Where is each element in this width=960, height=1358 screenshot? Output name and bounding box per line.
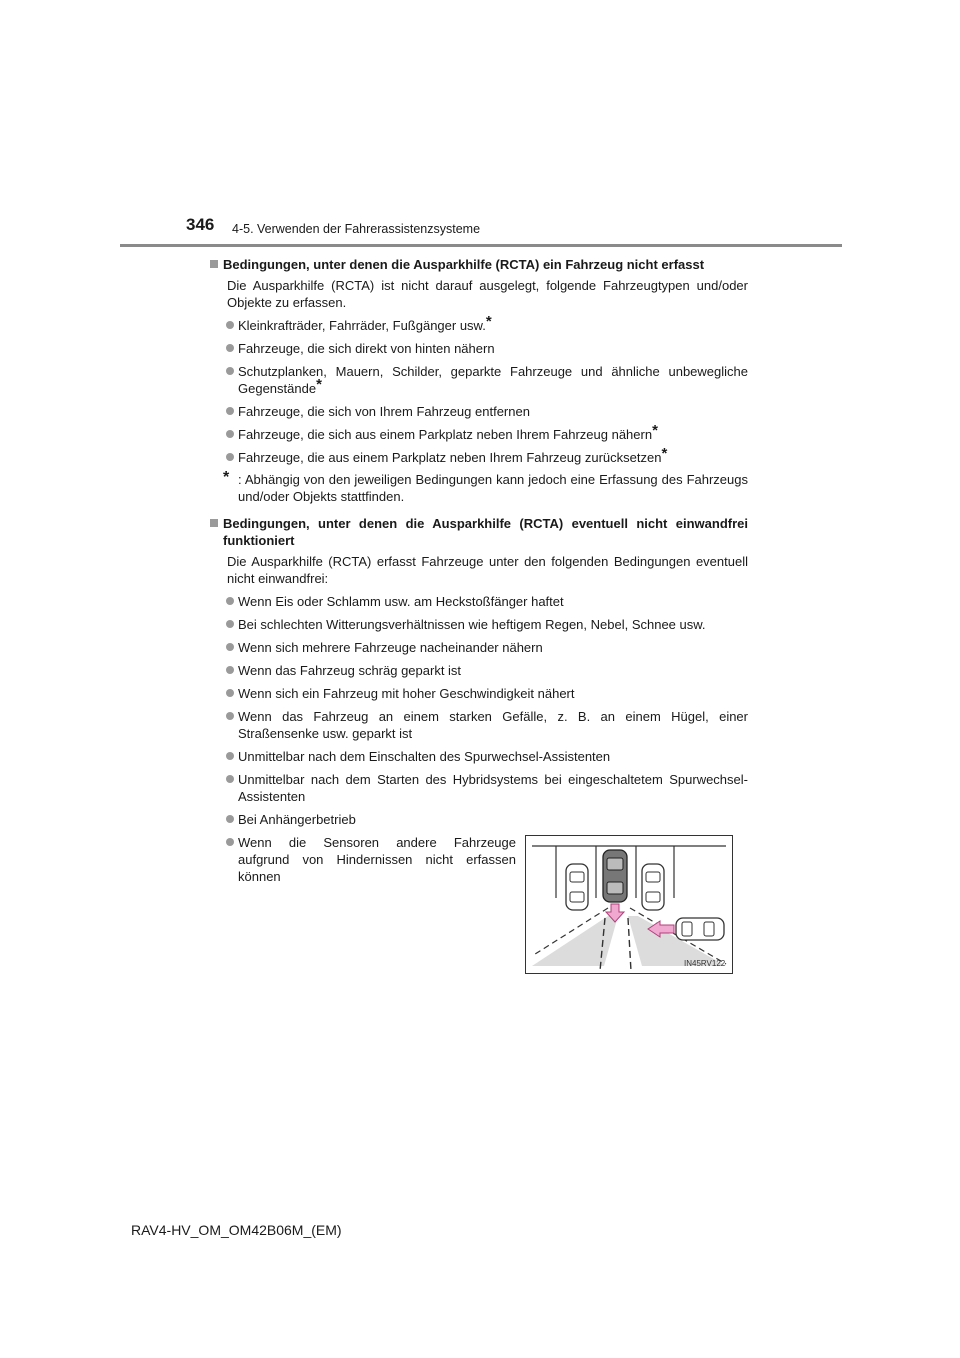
section2-heading <box>210 515 748 549</box>
bullet-dot-icon <box>226 712 234 720</box>
own-car <box>603 850 627 902</box>
square-bullet-icon <box>210 519 218 527</box>
bullet-dot-icon <box>226 620 234 628</box>
bullet-dot-icon <box>226 775 234 783</box>
bullet-dot-icon <box>226 367 234 375</box>
section2-intro: Die Ausparkhilfe (RCTA) erfasst Fahrzeuge unter den folgenden Bedingungen eventuell nicht einwandfrei: <box>227 554 748 586</box>
list-item: Wenn sich ein Fahrzeug mit hoher Geschwindigkeit nähert <box>210 685 748 702</box>
bullet-dot-icon <box>226 321 234 329</box>
section1-intro: Die Ausparkhilfe (RCTA) ist nicht darauf ausgelegt, folgende Fahrzeugtypen und/oder Objekte zu erfassen. <box>227 278 748 310</box>
bullet-dot-icon <box>226 344 234 352</box>
list-item: Wenn sich mehrere Fahrzeuge nacheinander nähern <box>210 639 748 656</box>
list-item: Wenn Eis oder Schlamm usw. am Heckstoßfänger haftet <box>210 593 748 610</box>
footnote-mark: * <box>485 313 492 330</box>
document-code: RAV4-HV_OM_OM42B06M_(EM) <box>131 1222 342 1238</box>
section1-heading <box>210 256 748 273</box>
parking-diagram <box>526 836 732 973</box>
list-item: Wenn das Fahrzeug schräg geparkt ist <box>210 662 748 679</box>
list-item: Fahrzeuge, die aus einem Parkplatz neben Ihrem Fahrzeug zurücksetzen* <box>210 449 748 466</box>
rcta-illustration <box>525 835 733 974</box>
list-item: Unmittelbar nach dem Einschalten des Spurwechsel-Assistenten <box>210 748 748 765</box>
footnote-asterisk: * <box>223 469 230 486</box>
list-item: Fahrzeuge, die sich aus einem Parkplatz neben Ihrem Fahrzeug nähern* <box>210 426 748 443</box>
bullet-dot-icon <box>226 430 234 438</box>
bullet-dot-icon <box>226 752 234 760</box>
list-item-last: Wenn die Sensoren andere Fahrzeuge aufgrund von Hindernissen nicht erfassen können <box>210 834 516 885</box>
bullet-dot-icon <box>226 597 234 605</box>
list-item: Wenn das Fahrzeug an einem starken Gefälle, z. B. an einem Hügel, einer Straßensenke usw. geparkt ist <box>210 708 748 742</box>
list-item: Fahrzeuge, die sich direkt von hinten nähern <box>210 340 748 357</box>
section-title: 4-5. Verwenden der Fahrerassistenzsysteme <box>232 222 481 236</box>
bullet-dot-icon <box>226 838 234 846</box>
bullet-dot-icon <box>226 643 234 651</box>
approaching-car <box>676 918 724 940</box>
parked-car-right <box>642 864 664 910</box>
list-item: Bei Anhängerbetrieb <box>210 811 748 828</box>
footnote-mark: * <box>661 445 668 462</box>
header-rule <box>120 244 842 247</box>
section1-heading-text: Bedingungen, unter denen die Ausparkhilfe (RCTA) ein Fahrzeug nicht erfasst <box>223 257 705 272</box>
list-item: Unmittelbar nach dem Starten des Hybridsystems bei eingeschaltetem Spurwechsel-Assistenten <box>210 771 748 805</box>
bullet-dot-icon <box>226 815 234 823</box>
footnote-mark: * <box>316 376 322 393</box>
parked-car-left <box>566 864 588 910</box>
square-bullet-icon <box>210 260 218 268</box>
footnote-text: : Abhängig von den jeweiligen Bedingungen kann jedoch eine Erfassung des Fahrzeugs und/oder Objekts stattfinden. <box>238 472 748 504</box>
bullet-dot-icon <box>226 453 234 461</box>
list-item: Schutzplanken, Mauern, Schilder, geparkte Fahrzeuge und ähnliche unbewegliche Gegenstände* <box>210 363 748 397</box>
list-item: Kleinkrafträder, Fahrräder, Fußgänger usw.* <box>210 317 748 334</box>
bullet-dot-icon <box>226 407 234 415</box>
bullet-dot-icon <box>226 666 234 674</box>
footnote <box>210 471 748 505</box>
bullet-dot-icon <box>226 689 234 697</box>
section2-heading-text: Bedingungen, unter denen die Ausparkhilfe (RCTA) eventuell nicht einwandfrei funktioniert <box>223 516 748 548</box>
main-content <box>210 256 748 828</box>
list-item: Bei schlechten Witterungsverhältnissen wie heftigem Regen, Nebel, Schnee usw. <box>210 616 748 633</box>
footnote-mark: * <box>652 422 658 439</box>
page-number: 346 <box>186 215 215 234</box>
list-item: Fahrzeuge, die sich von Ihrem Fahrzeug entfernen <box>210 403 748 420</box>
figure-code: IN45RV122 <box>684 959 726 968</box>
